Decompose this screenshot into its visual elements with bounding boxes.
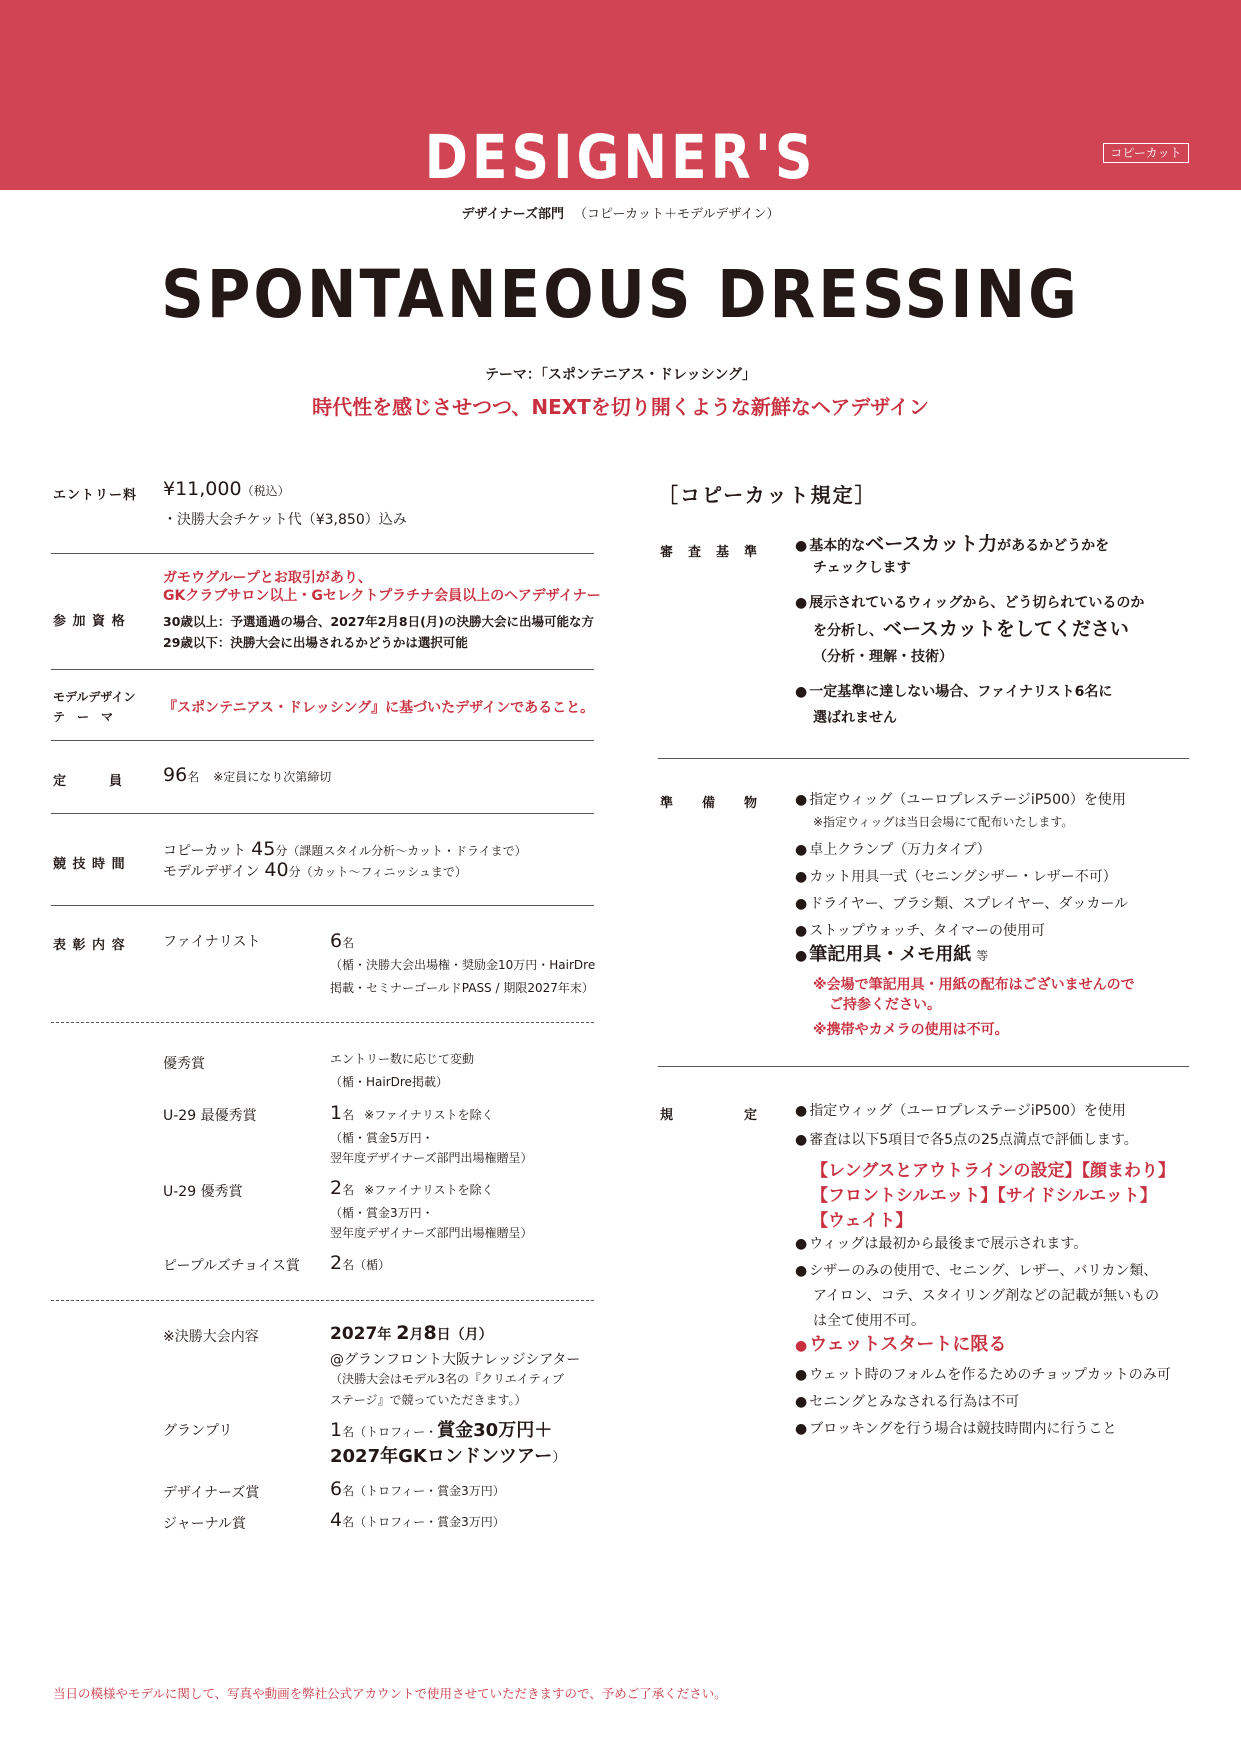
bullet-icon: ● (795, 948, 808, 964)
award-u29-detail-1: （楯・賞金3万円・ (330, 1206, 434, 1220)
divider (51, 669, 594, 670)
criteria-1c: があるかどうかを (997, 538, 1110, 554)
time-model (163, 859, 467, 881)
prep-red-note-3: ※携帯やカメラの使用は不可。 (813, 1022, 1009, 1038)
award-u29-name: U-29 優秀賞 (163, 1184, 243, 1200)
qualification-line-1: 30歳以上：予選通過の場合、2027年2月8日(月)の決勝大会に出場可能な方 (163, 614, 595, 629)
main-title: SPONTANEOUS DRESSING (161, 256, 1080, 333)
rule-criteria-2: 【フロントシルエット】【サイドシルエット】 (811, 1186, 1157, 1206)
qualification-line-2: 29歳以下：決勝大会に出場されるかどうかは選択可能 (163, 635, 468, 650)
bullet-icon: ● (795, 1236, 808, 1252)
award-journal-name: ジャーナル賞 (163, 1516, 247, 1532)
theme-label: テーマ：「スポンテニアス・ドレッシング」 (484, 367, 757, 383)
entry-fee-price (163, 478, 290, 500)
criteria-2a: 展示されているウィッグから、どう切られているのか (809, 595, 1145, 611)
final-month-unit: 月 (409, 1327, 424, 1343)
prep-2: 卓上クランプ（万力タイプ） (809, 842, 991, 858)
criteria-2d: （分析・理解・技術） (813, 649, 953, 665)
award-excellent-detail-2: （楯・HairDre掲載） (330, 1075, 448, 1089)
entry-price: ¥11,000 (163, 478, 242, 500)
criteria-1d: チェックします (813, 560, 911, 576)
designers-unit: 名（トロフィー・賞金3万円） (342, 1484, 505, 1498)
divider (51, 553, 594, 554)
bullet-icon: ● (795, 538, 808, 554)
award-finalist-detail-2: 掲載・セミナーゴールドPASS / 期限2027年末） (330, 981, 594, 995)
prep-red-note-2: ご持参ください。 (829, 997, 941, 1013)
prep-3: カット用具一式（セニングシザー・レザー不可） (809, 869, 1117, 885)
bullet-icon: ● (795, 1394, 808, 1410)
u29-note: ※ファイナリストを除く (364, 1183, 494, 1197)
final-month: 2 (396, 1322, 410, 1344)
prep-4: ドライヤー、ブラシ類、スプレイヤー、ダッカール (809, 896, 1129, 912)
rule-5: ウェット時のフォルムを作るためのチョップカットのみ可 (809, 1367, 1171, 1383)
rule-7: ブロッキングを行う場合は競技時間内に行うこと (809, 1421, 1117, 1437)
final-date (330, 1322, 493, 1344)
bullet-icon: ● (795, 1421, 808, 1437)
department-detail: （コピーカット＋モデルデザイン） (573, 207, 780, 222)
award-finalist-name: ファイナリスト (163, 934, 261, 950)
criteria-1a: 基本的な (809, 538, 866, 554)
award-grandprix-count (330, 1416, 552, 1442)
award-excellent-detail-1: エントリー数に応じて変動 (330, 1052, 475, 1066)
rule-4a: シザーのみの使用で、セニング、レザー、バリカン類、 (809, 1263, 1158, 1279)
bullet-icon: ● (795, 595, 808, 611)
award-grandprix-prize (330, 1442, 566, 1468)
award-u29-count (330, 1177, 494, 1199)
time-copycut-unit: 分 (275, 844, 288, 858)
criteria-3a: 一定基準に達しない場合、ファイナリスト6名に (809, 684, 1113, 700)
time-copycut-detail: （課題スタイル分析～カット・ドライまで） (287, 844, 527, 858)
journal-unit: 名（トロフィー・賞金3万円） (342, 1515, 505, 1529)
prep-6-suffix: 等 (976, 949, 989, 963)
journal-number: 4 (330, 1509, 343, 1531)
final-year: 2027 (330, 1324, 378, 1344)
rule-item-1 (795, 1100, 1190, 1122)
final-day-unit: 日（月） (436, 1327, 493, 1343)
divider (51, 905, 594, 906)
time-model-detail: （カット～フィニッシュまで） (300, 865, 467, 879)
grandprix-prize-1: 賞金30万円＋ (437, 1420, 553, 1441)
bullet-icon: ● (795, 1367, 808, 1383)
theme-subtitle: 時代性を感じさせつつ、NEXTを切り開くような新鮮なヘアデザイン (312, 395, 929, 419)
time-model-unit: 分 (288, 865, 301, 879)
divider (51, 813, 594, 814)
criteria-2c: ベースカットをしてください (883, 618, 1129, 640)
grandprix-number: 1 (330, 1419, 343, 1441)
rule-criteria-3: 【ウェイト】 (811, 1211, 913, 1231)
copycut-rules-title: ［コピーカット規定］ (658, 483, 877, 507)
entry-fee-note: ・決勝大会チケット代（¥3,850）込み (163, 512, 407, 528)
final-note-2: ステージ』で競っていただきます。） (330, 1393, 527, 1407)
peoples-unit: 名（楯） (342, 1258, 391, 1272)
rule-item-2 (795, 1129, 1190, 1151)
rule-item-7 (795, 1418, 1190, 1440)
entry-fee-label: エントリー料 (53, 488, 138, 503)
award-excellent-name: 優秀賞 (163, 1056, 205, 1072)
grandprix-close: ） (552, 1450, 567, 1466)
time-model-minutes: 40 (264, 859, 289, 881)
bullet-icon: ● (795, 684, 808, 700)
entry-tax: （税込） (241, 484, 290, 498)
finalist-unit: 名 (342, 936, 355, 950)
award-designers-name: デザイナーズ賞 (163, 1485, 260, 1501)
prep-item-4 (795, 893, 1190, 915)
peoples-number: 2 (330, 1252, 343, 1274)
award-journal-count (330, 1509, 505, 1531)
final-note-1: （決勝大会はモデル3名の『クリエイティブ (330, 1372, 564, 1386)
category-tag: コピーカット (1103, 143, 1189, 163)
awards-label: 表 彰 内 容 (53, 938, 126, 953)
u29best-number: 1 (330, 1102, 343, 1124)
award-finalist-count (330, 930, 354, 952)
qualification-label: 参 加 資 格 (53, 614, 126, 629)
rule-item-3 (795, 1233, 1190, 1255)
capacity-value (163, 764, 331, 786)
brand-title: DESIGNER'S (424, 121, 817, 193)
prep-1-note: ※指定ウィッグは当日会場にて配布いたします。 (813, 815, 1074, 829)
divider (658, 758, 1189, 759)
department-label (0, 203, 1241, 222)
prep-item-2 (795, 839, 1190, 861)
grandprix-prize-2: 2027年GKロンドンツアー (330, 1446, 553, 1467)
capacity-label: 定 員 (53, 774, 124, 789)
finalist-number: 6 (330, 930, 343, 952)
criteria-item-2 (795, 592, 1190, 668)
model-theme-label-1: モデルデザイン (53, 690, 136, 704)
time-label: 競 技 時 間 (53, 857, 126, 872)
award-peoples-count (330, 1252, 390, 1274)
award-u29-detail-2: 翌年度デザイナーズ部門出場権贈呈） (330, 1226, 533, 1240)
prep-label: 準 備 物 (660, 796, 759, 811)
bullet-icon: ● (795, 896, 808, 912)
bullet-icon: ● (795, 1263, 808, 1279)
u29best-unit: 名 (342, 1108, 355, 1122)
rule-1: 指定ウィッグ（ユーロプレステージiP500）を使用 (809, 1103, 1126, 1119)
bullet-icon: ● (795, 1132, 808, 1148)
award-u29best-detail-1: （楯・賞金5万円・ (330, 1131, 434, 1145)
rules-label: 規 定 (660, 1108, 759, 1123)
capacity-note: ※定員になり次第締切 (213, 770, 332, 784)
bullet-icon: ● (795, 923, 808, 939)
rule-item-4 (795, 1260, 1190, 1332)
rule-item-5 (795, 1364, 1190, 1386)
rule-4b: アイロン、コテ、スタイリング剤などの記載が無いもの (813, 1288, 1160, 1304)
rule-2: 審査は以下5項目で各5点の25点満点で評価します。 (809, 1132, 1138, 1148)
u29-unit: 名 (342, 1183, 355, 1197)
prep-item-6 (795, 944, 1190, 967)
footer-note: 当日の模様やモデルに関して、写真や動画を弊社公式アカウントで使用させていただきますので、予めご了承ください。 (53, 1686, 727, 1701)
model-theme-text: 『スポンテニアス・ドレッシング』に基づいたデザインであること。 (163, 700, 595, 716)
criteria-1b: ベースカット力 (865, 533, 998, 555)
u29-number: 2 (330, 1177, 343, 1199)
bullet-icon: ● (795, 842, 808, 858)
rule-item-6 (795, 1391, 1190, 1413)
divider (51, 740, 594, 741)
designers-number: 6 (330, 1478, 343, 1500)
final-year-unit: 年 (377, 1327, 397, 1343)
rule-3: ウィッグは最初から最後まで展示されます。 (809, 1236, 1088, 1252)
award-u29best-detail-2: 翌年度デザイナーズ部門出場権贈呈） (330, 1151, 533, 1165)
rule-criteria-1: 【レングスとアウトラインの設定】【顔まわり】 (811, 1161, 1176, 1181)
dashed-divider (51, 1022, 594, 1023)
prep-5: ストップウォッチ、タイマーの使用可 (809, 923, 1045, 939)
dashed-divider (51, 1300, 594, 1301)
criteria-2b: を分析し、 (813, 623, 883, 639)
rule-wet: ウェットスタートに限る (809, 1334, 1007, 1355)
award-peoples-name: ピープルズチョイス賞 (163, 1258, 300, 1274)
time-model-name: モデルデザイン (163, 864, 260, 880)
rule-4c: は全て使用不可。 (813, 1313, 925, 1329)
award-grandprix-name: グランプリ (163, 1423, 233, 1439)
prep-item-5 (795, 920, 1190, 942)
time-copycut-minutes: 45 (251, 838, 276, 860)
criteria-label: 審 査 基 準 (660, 545, 759, 560)
award-u29best-count (330, 1102, 494, 1124)
rule-wet-start (795, 1334, 1190, 1357)
criteria-3b: 選ばれません (813, 710, 897, 726)
award-designers-count (330, 1478, 505, 1500)
capacity-number: 96 (163, 764, 188, 786)
rule-6: セニングとみなされる行為は不可 (809, 1394, 1020, 1410)
department-name: デザイナーズ部門 (461, 207, 564, 222)
final-name: ※決勝大会内容 (163, 1329, 259, 1345)
bullet-icon: ● (795, 1338, 808, 1354)
final-venue: @グランフロント大阪ナレッジシアター (330, 1352, 581, 1368)
prep-item-1 (795, 789, 1190, 833)
final-day: 8 (423, 1322, 437, 1344)
prep-6: 筆記用具・メモ用紙 (809, 944, 972, 965)
award-u29best-name: U-29 最優秀賞 (163, 1108, 257, 1124)
prep-1: 指定ウィッグ（ユーロプレステージiP500）を使用 (809, 792, 1126, 808)
grandprix-unit: 名（トロフィー・ (342, 1425, 438, 1439)
divider (658, 1066, 1189, 1067)
bullet-icon: ● (795, 792, 808, 808)
criteria-item-1 (795, 533, 1190, 579)
criteria-item-3 (795, 681, 1190, 729)
prep-red-note-1: ※会場で筆記用具・用紙の配布はございませんので (813, 977, 1135, 993)
award-finalist-detail-1: （楯・決勝大会出場権・奨励金10万円・HairDre (330, 958, 596, 972)
time-copycut (163, 838, 527, 860)
capacity-unit: 名 (187, 770, 200, 784)
time-copycut-name: コピーカット (163, 843, 247, 859)
u29best-note: ※ファイナリストを除く (364, 1108, 494, 1122)
qualification-red-2: GKクラブサロン以上・Gセレクトプラチナ会員以上のヘアデザイナー (163, 588, 601, 604)
bullet-icon: ● (795, 1103, 808, 1119)
bullet-icon: ● (795, 869, 808, 885)
model-theme-label-2: テ ー マ (53, 710, 114, 724)
qualification-red-1: ガモウグループとお取引があり、 (163, 570, 372, 586)
prep-item-3 (795, 866, 1190, 888)
